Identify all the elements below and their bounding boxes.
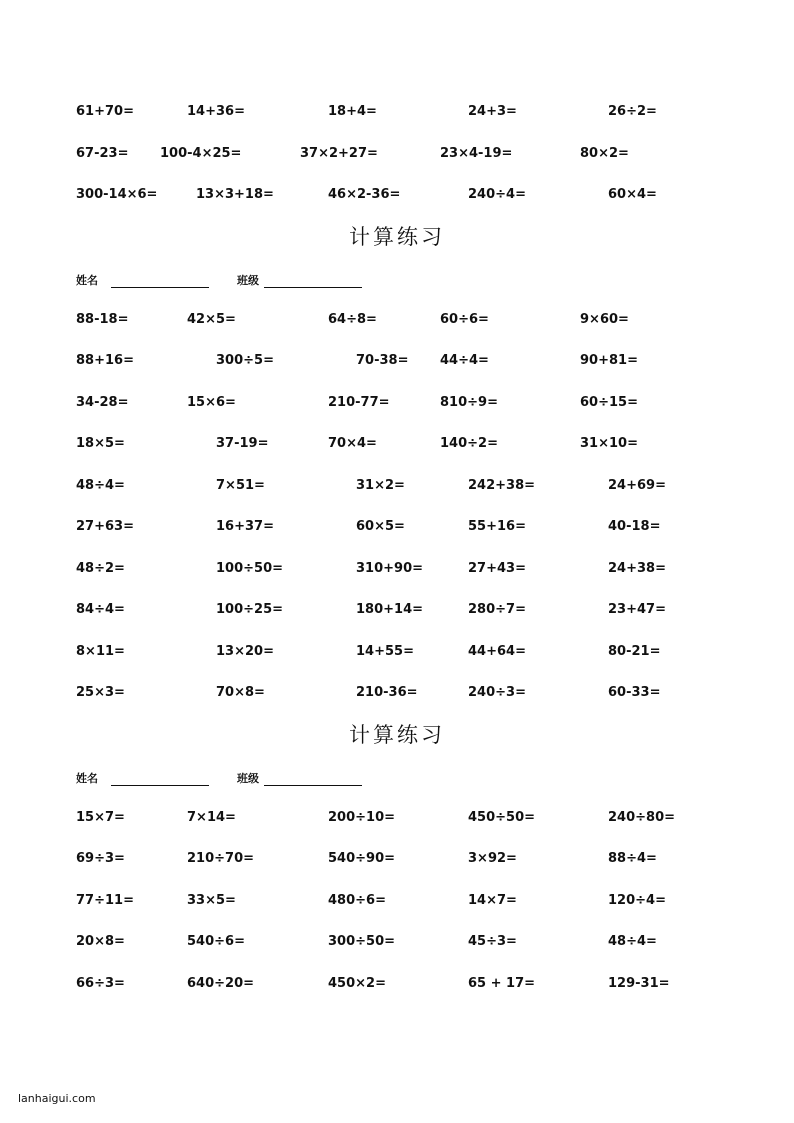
problem: 140÷2=	[440, 436, 498, 451]
problem: 60×5=	[356, 519, 405, 534]
class-blank[interactable]	[264, 785, 362, 786]
problem: 48÷2=	[76, 561, 125, 576]
problem: 48÷4=	[608, 934, 657, 949]
problem: 60÷6=	[440, 312, 489, 327]
problem: 23×4-19=	[440, 146, 513, 161]
problem: 88÷4=	[608, 851, 657, 866]
problem: 46×2-36=	[328, 187, 401, 202]
class-label: 班级	[237, 274, 259, 287]
problem: 480÷6=	[328, 893, 386, 908]
problem: 31×10=	[580, 436, 638, 451]
problem: 44÷4=	[440, 353, 489, 368]
problem: 27+43=	[468, 561, 526, 576]
problem: 450÷50=	[468, 810, 536, 825]
problem: 7×14=	[187, 810, 236, 825]
problem: 65 + 17=	[468, 976, 536, 991]
problem: 540÷90=	[328, 851, 396, 866]
problem: 34-28=	[76, 395, 129, 410]
problem: 240÷4=	[468, 187, 526, 202]
problem: 70×8=	[216, 685, 265, 700]
problem: 48÷4=	[76, 478, 125, 493]
problem: 14×7=	[468, 893, 517, 908]
problem: 70×4=	[328, 436, 377, 451]
problem: 26÷2=	[608, 104, 657, 119]
section-title: 计算练习	[349, 723, 445, 747]
problem: 24+3=	[468, 104, 517, 119]
problem: 14+36=	[187, 104, 245, 119]
problem: 13×20=	[216, 644, 274, 659]
problem: 23+47=	[608, 602, 666, 617]
name-label: 姓名	[76, 772, 98, 785]
problem: 200÷10=	[328, 810, 396, 825]
problem: 100-4×25=	[160, 146, 242, 161]
problem: 120÷4=	[608, 893, 666, 908]
problem: 300÷5=	[216, 353, 274, 368]
problem: 450×2=	[328, 976, 386, 991]
problem: 55+16=	[468, 519, 526, 534]
problem: 100÷50=	[216, 561, 284, 576]
footer-site: lanhaigui.com	[18, 1092, 96, 1105]
problem: 310+90=	[356, 561, 424, 576]
problem: 61+70=	[76, 104, 134, 119]
problem: 84÷4=	[76, 602, 125, 617]
problem: 69÷3=	[76, 851, 125, 866]
problem: 300÷50=	[328, 934, 396, 949]
problem: 640÷20=	[187, 976, 255, 991]
problem: 280÷7=	[468, 602, 526, 617]
problem: 88+16=	[76, 353, 134, 368]
class-blank[interactable]	[264, 287, 362, 288]
problem: 24+69=	[608, 478, 666, 493]
problem: 80-21=	[608, 644, 661, 659]
problem: 80×2=	[580, 146, 629, 161]
problem: 45÷3=	[468, 934, 517, 949]
problem: 37×2+27=	[300, 146, 378, 161]
problem: 40-18=	[608, 519, 661, 534]
problem: 60×4=	[608, 187, 657, 202]
problem: 15×7=	[76, 810, 125, 825]
problem: 210÷70=	[187, 851, 255, 866]
problem: 18×5=	[76, 436, 125, 451]
section-title: 计算练习	[349, 225, 445, 249]
problem: 7×51=	[216, 478, 265, 493]
problem: 27+63=	[76, 519, 134, 534]
problem: 240÷3=	[468, 685, 526, 700]
problem: 13×3+18=	[196, 187, 274, 202]
problem: 33×5=	[187, 893, 236, 908]
problem: 180+14=	[356, 602, 424, 617]
problem: 100÷25=	[216, 602, 284, 617]
problem: 3×92=	[468, 851, 517, 866]
problem: 810÷9=	[440, 395, 498, 410]
problem: 210-36=	[356, 685, 418, 700]
problem: 300-14×6=	[76, 187, 158, 202]
problem: 8×11=	[76, 644, 125, 659]
problem: 210-77=	[328, 395, 390, 410]
problem: 25×3=	[76, 685, 125, 700]
problem: 70-38=	[356, 353, 409, 368]
problem: 88-18=	[76, 312, 129, 327]
class-label: 班级	[237, 772, 259, 785]
problem: 77÷11=	[76, 893, 134, 908]
problem: 64÷8=	[328, 312, 377, 327]
problem: 67-23=	[76, 146, 129, 161]
problem: 44+64=	[468, 644, 526, 659]
problem: 240÷80=	[608, 810, 676, 825]
problem: 31×2=	[356, 478, 405, 493]
name-blank[interactable]	[111, 287, 209, 288]
problem: 14+55=	[356, 644, 414, 659]
problem: 42×5=	[187, 312, 236, 327]
problem: 66÷3=	[76, 976, 125, 991]
problem: 37-19=	[216, 436, 269, 451]
name-blank[interactable]	[111, 785, 209, 786]
problem: 242+38=	[468, 478, 536, 493]
problem: 16+37=	[216, 519, 274, 534]
problem: 18+4=	[328, 104, 377, 119]
problem: 60÷15=	[580, 395, 638, 410]
problem: 9×60=	[580, 312, 629, 327]
problem: 24+38=	[608, 561, 666, 576]
problem: 129-31=	[608, 976, 670, 991]
problem: 15×6=	[187, 395, 236, 410]
problem: 60-33=	[608, 685, 661, 700]
problem: 20×8=	[76, 934, 125, 949]
name-label: 姓名	[76, 274, 98, 287]
problem: 90+81=	[580, 353, 638, 368]
problem: 540÷6=	[187, 934, 245, 949]
